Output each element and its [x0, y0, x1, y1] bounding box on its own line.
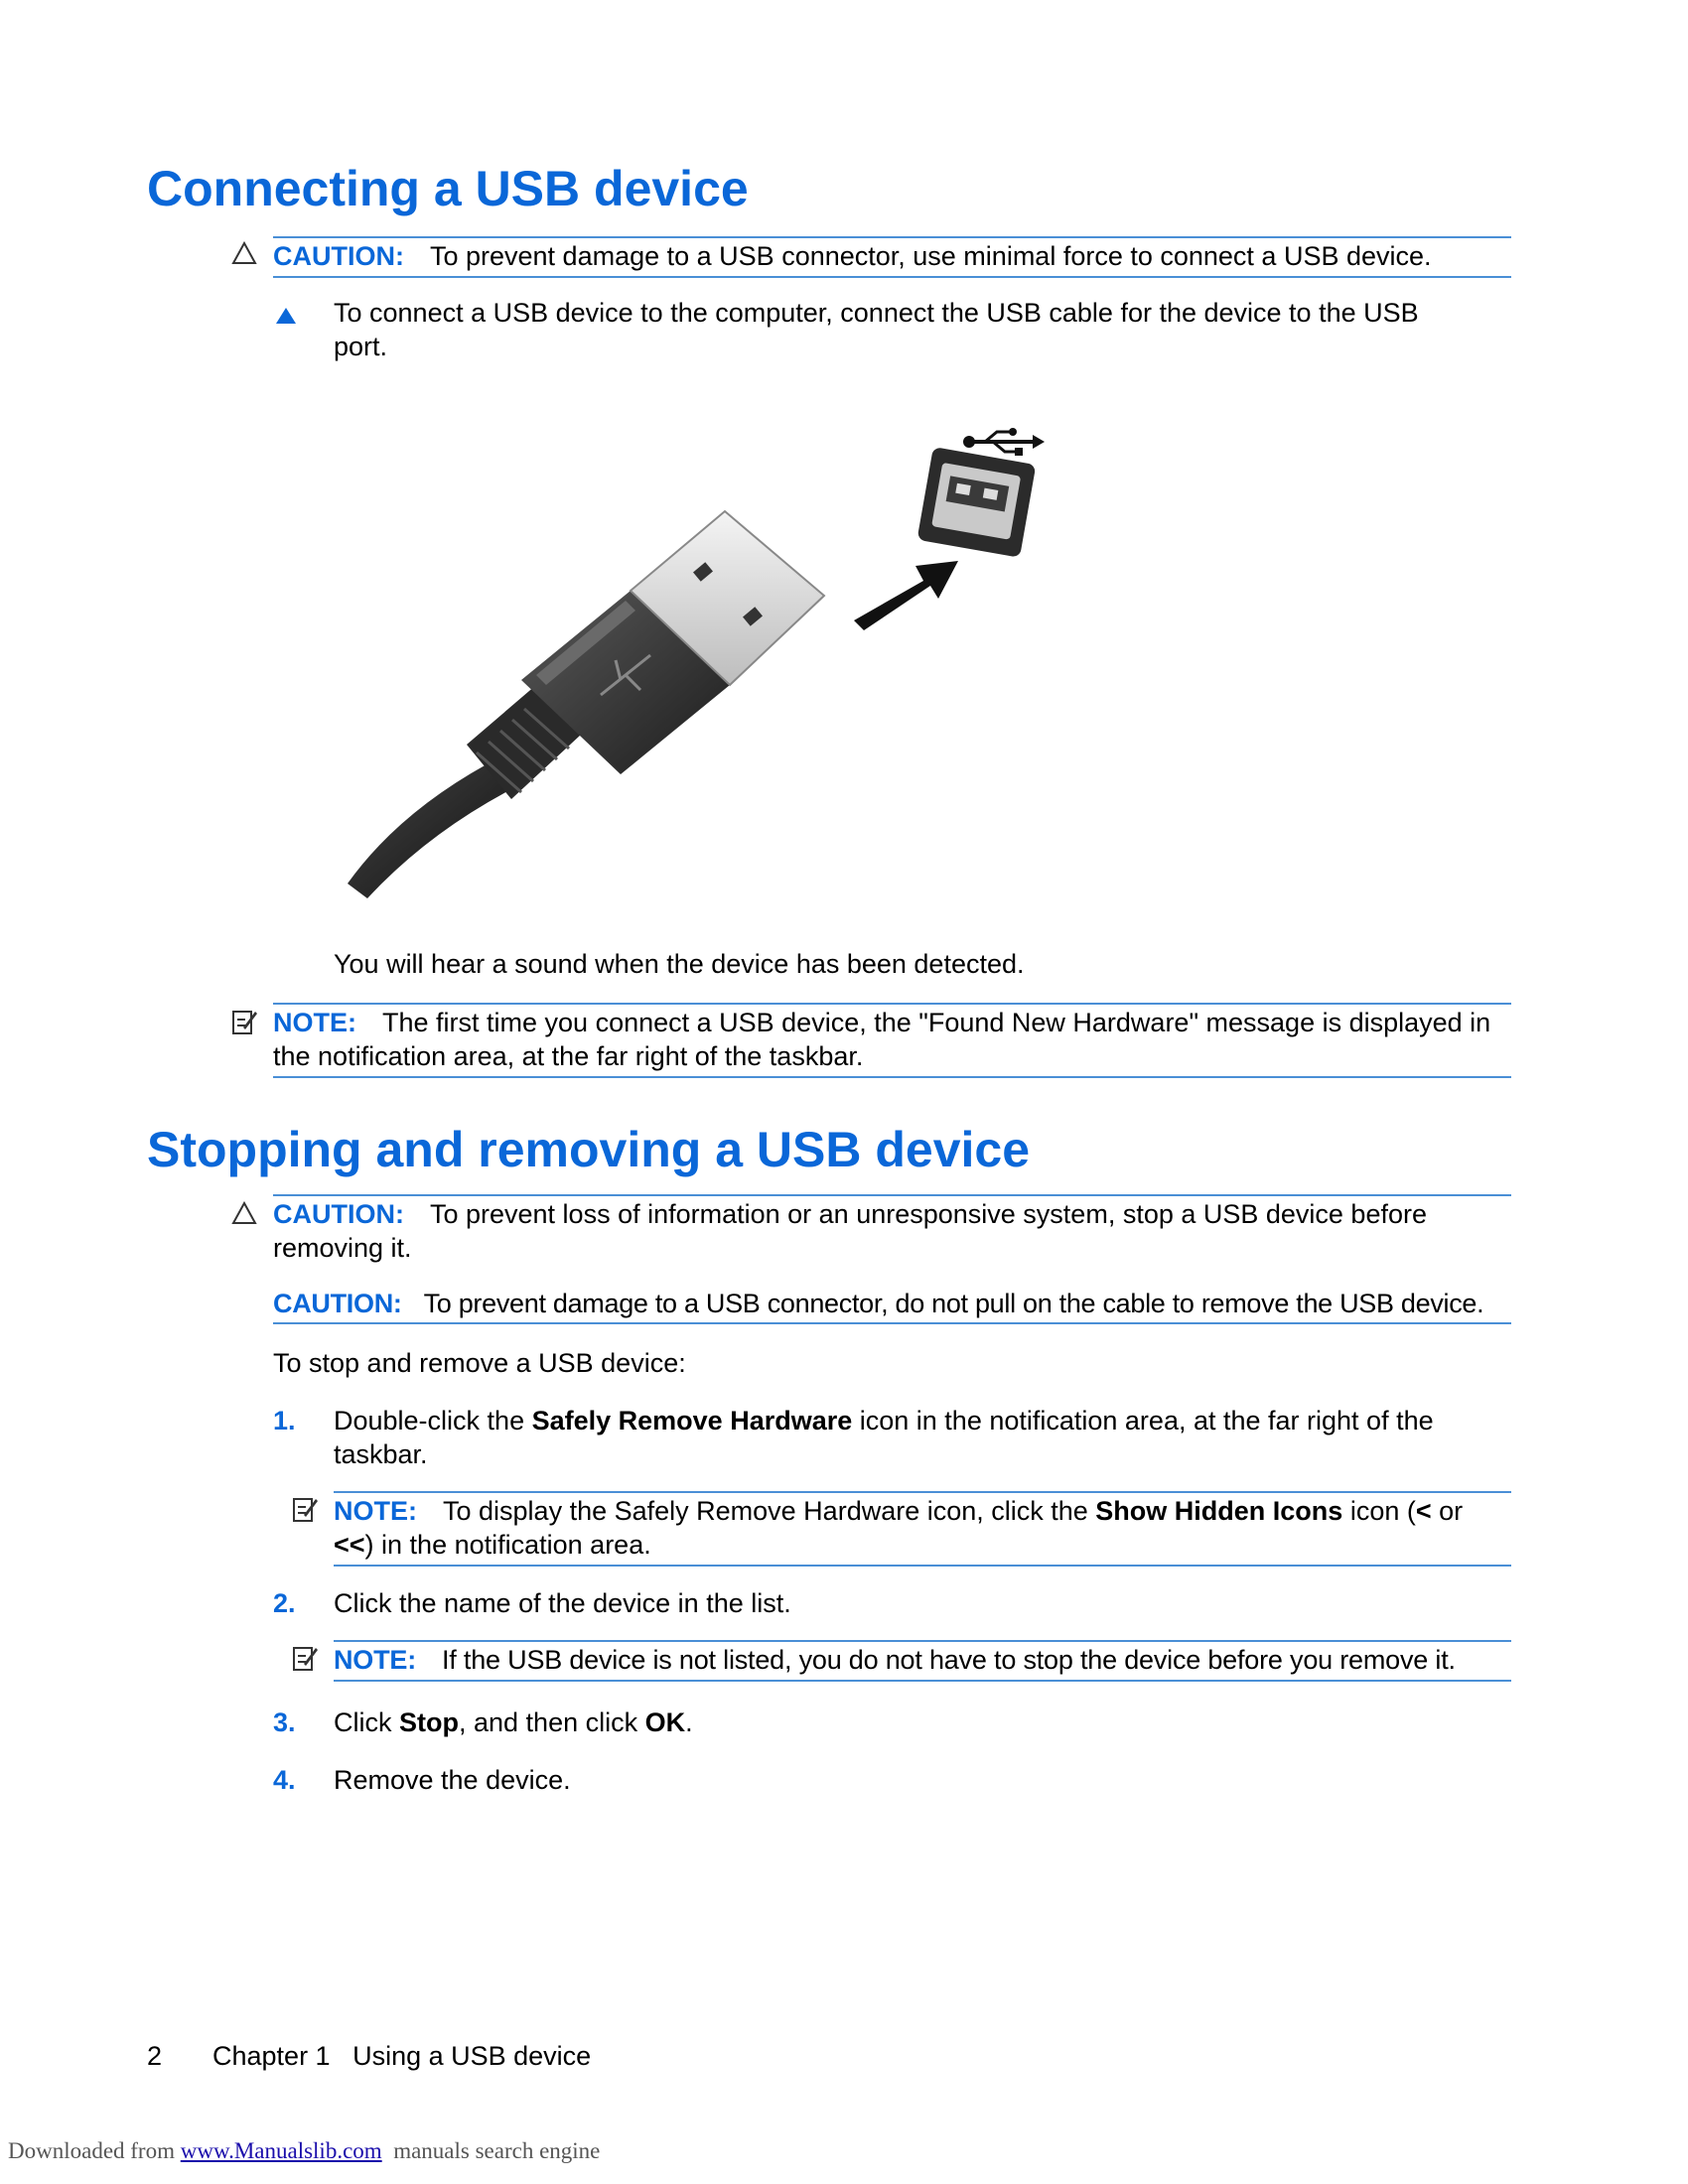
note-text-line2: the notification area, at the far right of the taskbar. [273, 1041, 864, 1071]
caution-label: CAUTION: [273, 1289, 402, 1318]
step-3-text: Click [334, 1707, 399, 1737]
caution-triangle-icon [231, 1199, 257, 1233]
caution-callout-2 [273, 1194, 1511, 1265]
note-pencil-icon [292, 1644, 318, 1672]
safely-remove-hardware-term: Safely Remove Hardware [531, 1406, 853, 1435]
caution-label: CAUTION: [273, 1199, 404, 1229]
step-3-text-mid: , and then click [459, 1707, 645, 1737]
step-number: 3. [273, 1707, 296, 1737]
step-1-text: Double-click the [334, 1406, 532, 1435]
stop-intro: To stop and remove a USB device: [273, 1348, 686, 1378]
note-text-line1: The first time you connect a USB device, the "Found New Hardware" message is displayed in [382, 1008, 1491, 1037]
section-title-connecting: Connecting a USB device [147, 161, 749, 216]
step-4: Remove the device. [334, 1765, 571, 1795]
caution-callout-3 [273, 1287, 1511, 1324]
note-label: NOTE: [334, 1496, 417, 1526]
note-label: NOTE: [273, 1008, 356, 1037]
step-3-text-end: . [685, 1707, 693, 1737]
detected-sentence: You will hear a sound when the device has been detected. [334, 949, 1025, 979]
step-1 [334, 1404, 1525, 1471]
step-1-line2: taskbar. [334, 1439, 428, 1469]
note-text: If the USB device is not listed, you do not have to stop the device before you remove it. [442, 1645, 1456, 1675]
note-text-or: or [1431, 1496, 1464, 1526]
note-callout-3 [334, 1640, 1511, 1682]
manualslib-link[interactable]: www.Manualslib.com [180, 2138, 382, 2163]
note-symbol-double-less: << [334, 1530, 365, 1560]
download-prefix: Downloaded from [8, 2138, 181, 2163]
note-pencil-icon [292, 1495, 318, 1523]
caution-label: CAUTION: [273, 241, 404, 271]
step-connect [334, 296, 1525, 363]
note-text-end: ) in the notification area. [364, 1530, 651, 1560]
step-number: 2. [273, 1588, 296, 1618]
chapter-footer: Chapter 1 Using a USB device [212, 2041, 592, 2071]
note-label: NOTE: [334, 1645, 416, 1675]
usb-illustration [338, 417, 1072, 908]
show-hidden-icons-term: Show Hidden Icons [1095, 1496, 1343, 1526]
caution-triangle-icon [231, 239, 257, 273]
step-connect-line2: port. [334, 332, 388, 361]
stop-term: Stop [399, 1707, 459, 1737]
caution-text: To prevent damage to a USB connector, use minimal force to connect a USB device. [429, 241, 1432, 271]
step-2: Click the name of the device in the list. [334, 1588, 791, 1618]
caution-callout-1 [273, 236, 1511, 278]
download-suffix: manuals search engine [381, 2138, 601, 2163]
caution-text-line2: removing it. [273, 1233, 412, 1263]
step-1-text-end: icon in the notification area, at the far right of the [852, 1406, 1434, 1435]
caution-text: To prevent damage to a USB connector, do not pull on the cable to remove the USB device. [423, 1289, 1484, 1318]
step-number: 4. [273, 1765, 296, 1795]
note-text: To display the Safely Remove Hardware icon, click the [443, 1496, 1096, 1526]
note-symbol-less: < [1415, 1496, 1432, 1526]
section-title-stopping: Stopping and removing a USB device [147, 1122, 1031, 1177]
page-number: 2 [147, 2041, 163, 2071]
note-pencil-icon [231, 1008, 257, 1035]
step-arrow-icon [274, 306, 298, 331]
note-callout-2 [334, 1491, 1511, 1567]
step-connect-line1: To connect a USB device to the computer, connect the USB cable for the device to the USB [334, 298, 1419, 328]
ok-term: OK [644, 1707, 686, 1737]
note-callout-1 [273, 1003, 1511, 1078]
download-footer [8, 2137, 600, 2165]
step-3 [334, 1706, 693, 1739]
note-text-mid: icon ( [1342, 1496, 1416, 1526]
caution-text-line1: To prevent loss of information or an unresponsive system, stop a USB device before [429, 1199, 1427, 1229]
step-number: 1. [273, 1406, 296, 1435]
usb-symbol-icon [963, 428, 1045, 456]
